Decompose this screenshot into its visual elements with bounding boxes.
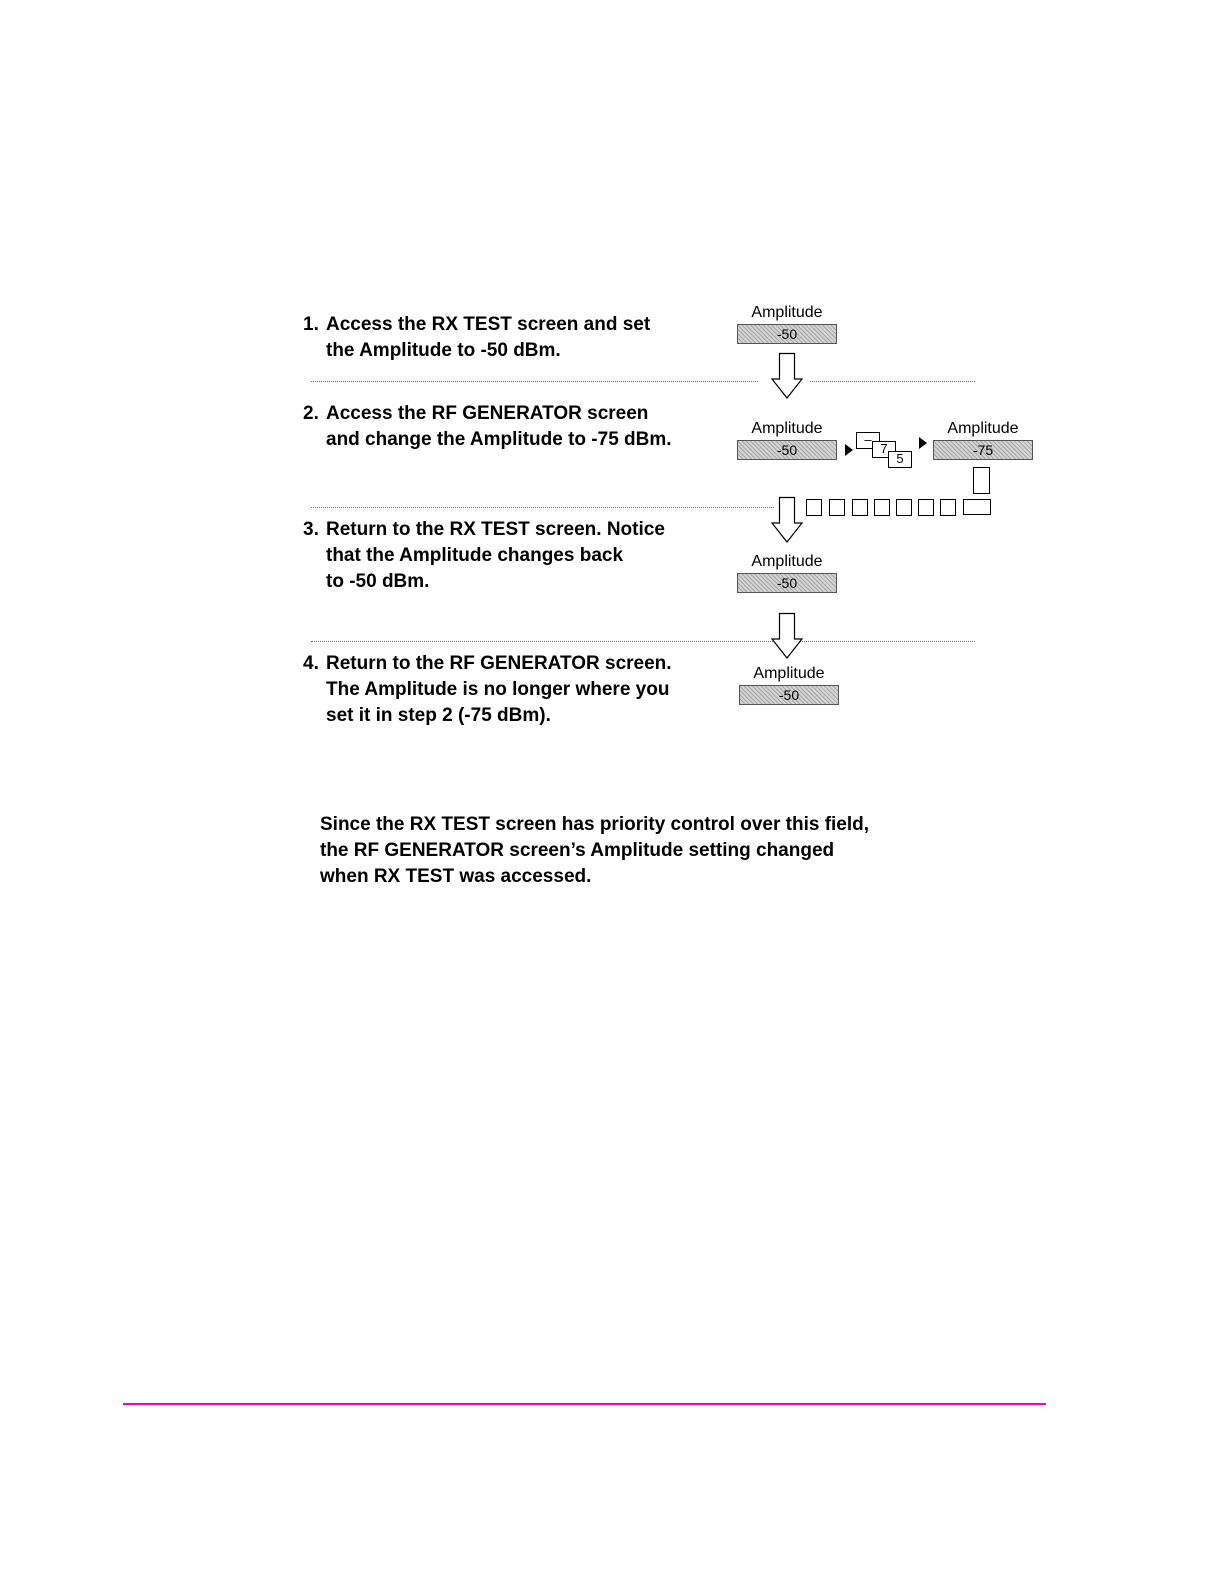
minus-key: – — [856, 432, 880, 449]
amplitude-label: Amplitude — [751, 553, 823, 570]
summary-line-1: Since the RX TEST screen has priority control over this field, — [320, 814, 870, 835]
amplitude-label: Amplitude — [753, 665, 825, 682]
step-4-line-1: Return to the RF GENERATOR screen. — [326, 653, 672, 674]
step-3-number: 3. — [303, 519, 319, 540]
key-box — [852, 499, 868, 516]
step-4-line-2: The Amplitude is no longer where you — [326, 679, 670, 700]
key-box — [918, 499, 934, 516]
step-2-number: 2. — [303, 403, 319, 424]
step-3-line-2: that the Amplitude changes back — [326, 545, 624, 566]
divider-3 — [311, 641, 975, 642]
step-1-number: 1. — [303, 314, 319, 335]
play-arrow-icon — [919, 437, 927, 449]
amplitude-value: -50 — [739, 685, 839, 705]
key-box — [973, 467, 990, 494]
step-2-line-2: and change the Amplitude to -75 dBm. — [326, 429, 672, 450]
step-3-line-1: Return to the RX TEST screen. Notice — [326, 519, 665, 540]
key-box — [874, 499, 890, 516]
amplitude-value: -50 — [737, 440, 837, 460]
amplitude-label: Amplitude — [947, 420, 1019, 437]
key-box — [829, 499, 845, 516]
down-arrow-icon — [770, 352, 804, 400]
key-box — [896, 499, 912, 516]
step-4-number: 4. — [303, 653, 319, 674]
step-3-line-3: to -50 dBm. — [326, 571, 430, 592]
amplitude-field-step-2-before — [737, 420, 837, 460]
key-box — [806, 499, 822, 516]
play-arrow-icon — [845, 444, 853, 456]
down-arrow-icon — [770, 496, 804, 544]
five-key: 5 — [888, 451, 912, 468]
key-box — [940, 499, 956, 516]
amplitude-field-step-4 — [739, 665, 839, 705]
step-4-line-3: set it in step 2 (-75 dBm). — [326, 705, 551, 726]
amplitude-value: -50 — [737, 573, 837, 593]
key-box — [963, 499, 991, 515]
amplitude-value: -75 — [933, 440, 1033, 460]
amplitude-field-step-1 — [737, 304, 837, 344]
seven-key: 7 — [872, 441, 896, 458]
down-arrow-icon — [770, 612, 804, 660]
divider-2 — [311, 507, 774, 508]
amplitude-field-step-2-after — [933, 420, 1033, 460]
divider-1-left — [311, 381, 758, 382]
amplitude-value: -50 — [737, 324, 837, 344]
step-3 — [303, 517, 665, 595]
summary-paragraph — [320, 812, 869, 890]
step-1 — [303, 312, 650, 364]
divider-1-right — [810, 381, 975, 382]
step-2 — [303, 401, 672, 453]
amplitude-label: Amplitude — [751, 420, 823, 437]
step-1-line-1: Access the RX TEST screen and set — [326, 314, 651, 335]
amplitude-field-step-3 — [737, 553, 837, 593]
step-4 — [303, 651, 672, 729]
step-1-line-2: the Amplitude to -50 dBm. — [326, 340, 561, 361]
summary-line-3: when RX TEST was accessed. — [320, 866, 592, 887]
amplitude-label: Amplitude — [751, 304, 823, 321]
step-2-line-1: Access the RF GENERATOR screen — [326, 403, 649, 424]
summary-line-2: the RF GENERATOR screen’s Amplitude setting changed — [320, 840, 835, 861]
footer-rule — [123, 1403, 1046, 1405]
